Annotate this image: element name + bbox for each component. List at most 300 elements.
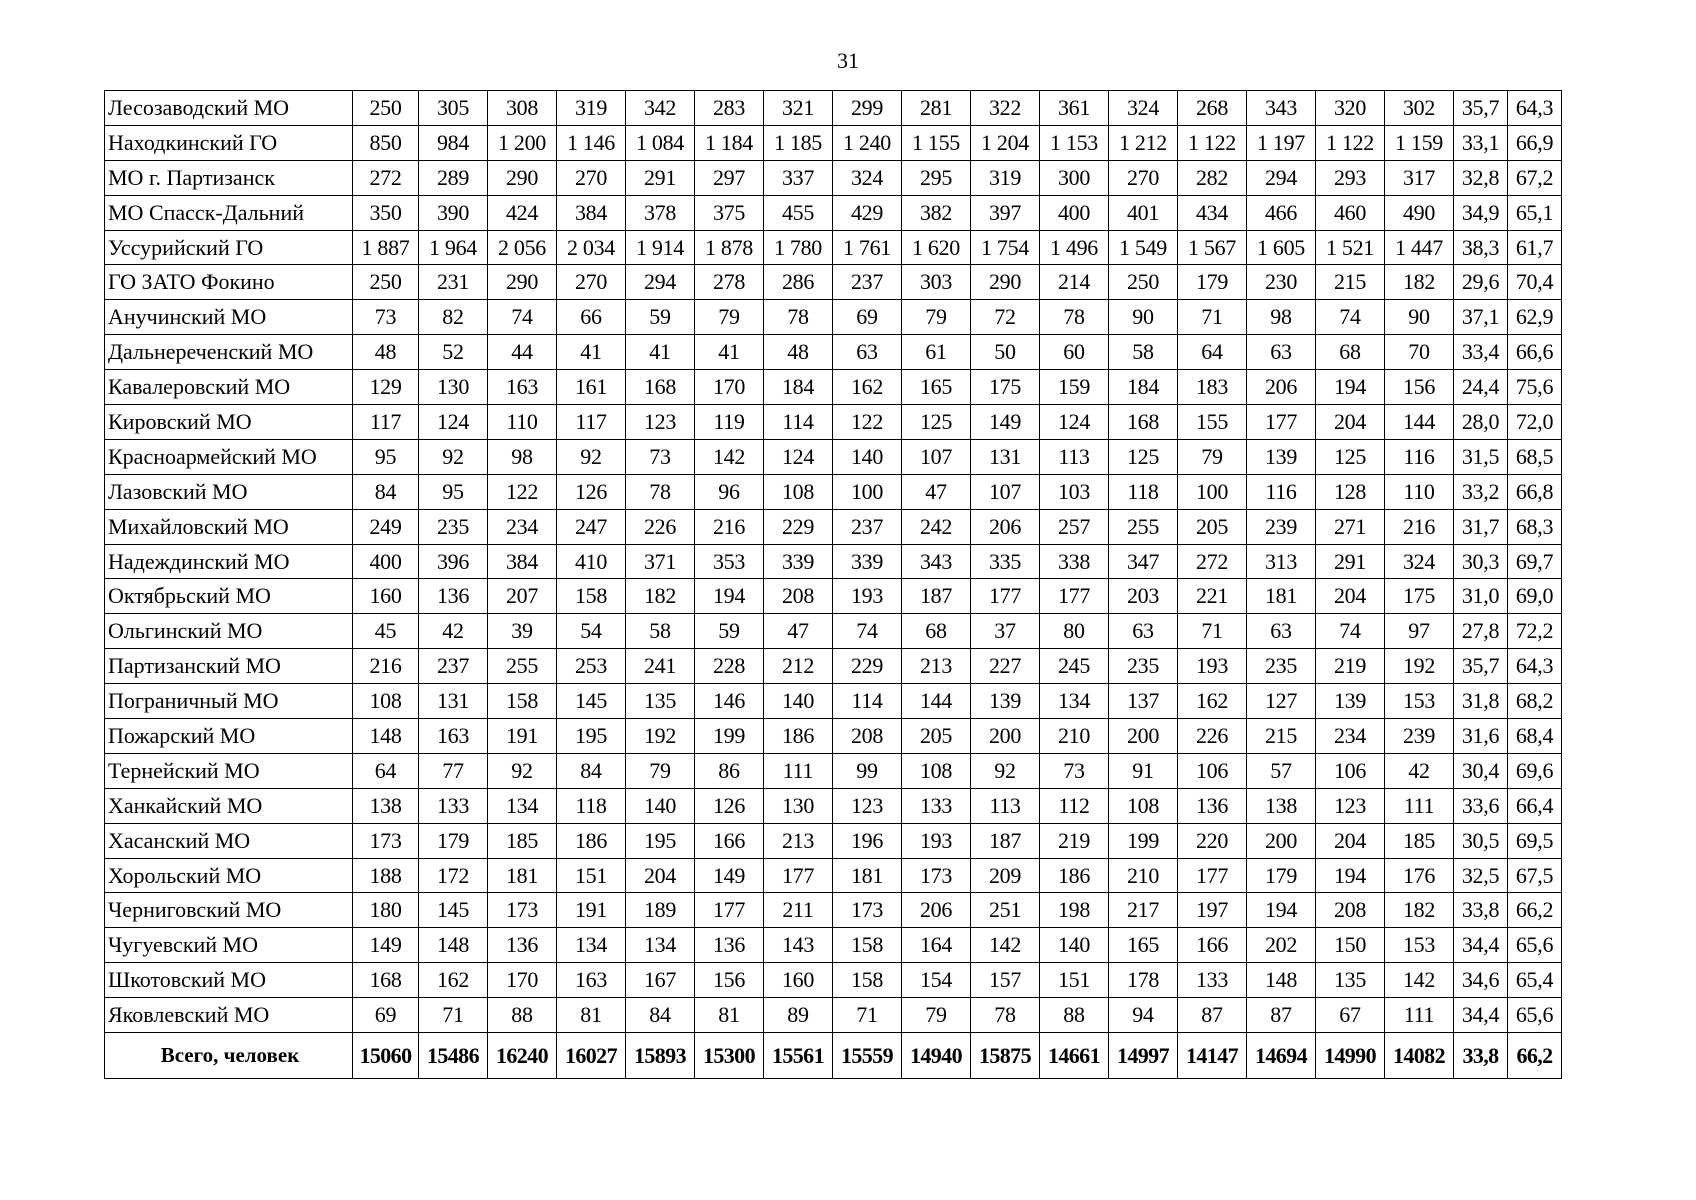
table-cell: 37,1 <box>1454 300 1508 335</box>
table-cell: 175 <box>1385 579 1454 614</box>
municipality-name: Красноармейский МО <box>105 439 353 474</box>
table-cell: 34,6 <box>1454 963 1508 998</box>
table-cell: 92 <box>971 753 1040 788</box>
table-cell: 33,8 <box>1454 1033 1508 1079</box>
table-cell: 106 <box>1178 753 1247 788</box>
table-row <box>105 125 1562 160</box>
table-cell: 44 <box>488 335 557 370</box>
table-cell: 216 <box>353 649 419 684</box>
table-row <box>105 335 1562 370</box>
table-cell: 82 <box>419 300 488 335</box>
table-cell: 176 <box>1385 858 1454 893</box>
table-cell: 134 <box>488 788 557 823</box>
table-cell: 179 <box>1247 858 1316 893</box>
table-cell: 67,2 <box>1508 160 1562 195</box>
table-cell: 54 <box>557 614 626 649</box>
statistics-table <box>104 90 1562 1079</box>
municipality-name: Кавалеровский МО <box>105 370 353 405</box>
municipality-name: Пограничный МО <box>105 684 353 719</box>
table-cell: 187 <box>971 823 1040 858</box>
table-cell: 151 <box>1040 963 1109 998</box>
table-cell: 384 <box>488 544 557 579</box>
table-cell: 139 <box>971 684 1040 719</box>
table-cell: 69,5 <box>1508 823 1562 858</box>
table-cell: 65,6 <box>1508 928 1562 963</box>
table-cell: 215 <box>1316 265 1385 300</box>
table-cell: 29,6 <box>1454 265 1508 300</box>
table-cell: 158 <box>557 579 626 614</box>
table-cell: 160 <box>353 579 419 614</box>
table-cell: 48 <box>353 335 419 370</box>
table-cell: 294 <box>626 265 695 300</box>
table-cell: 195 <box>557 719 626 754</box>
table-cell: 237 <box>833 509 902 544</box>
table-cell: 119 <box>695 405 764 440</box>
table-cell: 15486 <box>419 1033 488 1079</box>
table-cell: 149 <box>695 858 764 893</box>
table-cell: 2 056 <box>488 230 557 265</box>
table-cell: 149 <box>353 928 419 963</box>
table-cell: 242 <box>902 509 971 544</box>
municipality-name: Кировский МО <box>105 405 353 440</box>
table-cell: 182 <box>1385 893 1454 928</box>
table-cell: 235 <box>419 509 488 544</box>
table-cell: 153 <box>1385 684 1454 719</box>
table-cell: 160 <box>764 963 833 998</box>
table-cell: 193 <box>1178 649 1247 684</box>
total-row <box>105 1033 1562 1079</box>
table-cell: 87 <box>1247 998 1316 1033</box>
table-cell: 60 <box>1040 335 1109 370</box>
table-cell: 69 <box>833 300 902 335</box>
table-cell: 70 <box>1385 335 1454 370</box>
table-cell: 165 <box>1109 928 1178 963</box>
table-cell: 166 <box>1178 928 1247 963</box>
table-cell: 81 <box>695 998 764 1033</box>
table-cell: 79 <box>626 753 695 788</box>
table-cell: 175 <box>971 370 1040 405</box>
table-cell: 79 <box>902 300 971 335</box>
table-cell: 122 <box>833 405 902 440</box>
table-cell: 63 <box>1109 614 1178 649</box>
table-cell: 170 <box>695 370 764 405</box>
table-cell: 200 <box>1247 823 1316 858</box>
table-cell: 30,3 <box>1454 544 1508 579</box>
table-cell: 14990 <box>1316 1033 1385 1079</box>
table-cell: 94 <box>1109 998 1178 1033</box>
table-cell: 69 <box>353 998 419 1033</box>
table-cell: 191 <box>488 719 557 754</box>
table-cell: 1 184 <box>695 125 764 160</box>
table-cell: 142 <box>695 439 764 474</box>
table-cell: 57 <box>1247 753 1316 788</box>
table-cell: 130 <box>419 370 488 405</box>
table-cell: 35,7 <box>1454 91 1508 126</box>
table-row <box>105 265 1562 300</box>
table-cell: 361 <box>1040 91 1109 126</box>
table-cell: 337 <box>764 160 833 195</box>
table-cell: 142 <box>971 928 1040 963</box>
table-cell: 15559 <box>833 1033 902 1079</box>
table-cell: 343 <box>1247 91 1316 126</box>
table-row <box>105 893 1562 928</box>
table-cell: 181 <box>833 858 902 893</box>
table-cell: 186 <box>764 719 833 754</box>
table-cell: 136 <box>419 579 488 614</box>
table-cell: 14997 <box>1109 1033 1178 1079</box>
table-cell: 268 <box>1178 91 1247 126</box>
table-cell: 295 <box>902 160 971 195</box>
table-cell: 186 <box>557 823 626 858</box>
municipality-name: Уссурийский ГО <box>105 230 353 265</box>
table-cell: 203 <box>1109 579 1178 614</box>
table-cell: 69,7 <box>1508 544 1562 579</box>
table-cell: 1 122 <box>1178 125 1247 160</box>
table-cell: 31,0 <box>1454 579 1508 614</box>
table-cell: 140 <box>764 684 833 719</box>
table-cell: 291 <box>626 160 695 195</box>
table-cell: 317 <box>1385 160 1454 195</box>
table-cell: 212 <box>764 649 833 684</box>
table-cell: 128 <box>1316 474 1385 509</box>
table-cell: 226 <box>626 509 695 544</box>
table-cell: 207 <box>488 579 557 614</box>
table-cell: 1 197 <box>1247 125 1316 160</box>
table-cell: 140 <box>1040 928 1109 963</box>
table-cell: 193 <box>833 579 902 614</box>
table-cell: 400 <box>1040 195 1109 230</box>
table-body <box>105 91 1562 1079</box>
page-number: 31 <box>837 48 859 73</box>
table-cell: 1 887 <box>353 230 419 265</box>
table-cell: 118 <box>1109 474 1178 509</box>
table-cell: 86 <box>695 753 764 788</box>
table-cell: 27,8 <box>1454 614 1508 649</box>
table-row <box>105 405 1562 440</box>
table-cell: 177 <box>971 579 1040 614</box>
municipality-name: ГО ЗАТО Фокино <box>105 265 353 300</box>
table-cell: 117 <box>557 405 626 440</box>
table-cell: 1 212 <box>1109 125 1178 160</box>
table-cell: 63 <box>1247 614 1316 649</box>
table-cell: 143 <box>764 928 833 963</box>
table-cell: 204 <box>1316 579 1385 614</box>
table-cell: 34,4 <box>1454 998 1508 1033</box>
table-cell: 154 <box>902 963 971 998</box>
table-cell: 148 <box>1247 963 1316 998</box>
table-cell: 78 <box>1040 300 1109 335</box>
table-cell: 1 605 <box>1247 230 1316 265</box>
table-cell: 335 <box>971 544 1040 579</box>
table-cell: 324 <box>1385 544 1454 579</box>
municipality-name: МО г. Партизанск <box>105 160 353 195</box>
table-cell: 167 <box>626 963 695 998</box>
municipality-name: Черниговский МО <box>105 893 353 928</box>
table-cell: 241 <box>626 649 695 684</box>
table-cell: 67,5 <box>1508 858 1562 893</box>
table-cell: 92 <box>419 439 488 474</box>
table-cell: 107 <box>971 474 1040 509</box>
table-cell: 30,4 <box>1454 753 1508 788</box>
table-cell: 64,3 <box>1508 91 1562 126</box>
table-cell: 1 146 <box>557 125 626 160</box>
table-cell: 193 <box>902 823 971 858</box>
table-row <box>105 858 1562 893</box>
table-cell: 2 034 <box>557 230 626 265</box>
table-cell: 126 <box>557 474 626 509</box>
table-cell: 313 <box>1247 544 1316 579</box>
table-cell: 210 <box>1109 858 1178 893</box>
table-row <box>105 998 1562 1033</box>
table-cell: 163 <box>419 719 488 754</box>
table-cell: 227 <box>971 649 1040 684</box>
table-cell: 319 <box>557 91 626 126</box>
table-cell: 272 <box>353 160 419 195</box>
table-cell: 47 <box>902 474 971 509</box>
table-cell: 99 <box>833 753 902 788</box>
table-cell: 122 <box>488 474 557 509</box>
table-cell: 213 <box>764 823 833 858</box>
table-cell: 278 <box>695 265 764 300</box>
table-cell: 1 780 <box>764 230 833 265</box>
table-cell: 84 <box>353 474 419 509</box>
table-cell: 144 <box>902 684 971 719</box>
table-cell: 71 <box>1178 614 1247 649</box>
table-cell: 72,0 <box>1508 405 1562 440</box>
table-cell: 68 <box>1316 335 1385 370</box>
table-cell: 181 <box>1247 579 1316 614</box>
table-cell: 68,4 <box>1508 719 1562 754</box>
table-cell: 199 <box>1109 823 1178 858</box>
table-cell: 33,1 <box>1454 125 1508 160</box>
table-cell: 63 <box>833 335 902 370</box>
table-cell: 194 <box>1316 370 1385 405</box>
table-cell: 173 <box>353 823 419 858</box>
table-cell: 41 <box>695 335 764 370</box>
table-cell: 235 <box>1247 649 1316 684</box>
table-cell: 100 <box>833 474 902 509</box>
table-cell: 226 <box>1178 719 1247 754</box>
table-cell: 1 620 <box>902 230 971 265</box>
table-cell: 253 <box>557 649 626 684</box>
table-cell: 62,9 <box>1508 300 1562 335</box>
table-cell: 397 <box>971 195 1040 230</box>
table-cell: 71 <box>1178 300 1247 335</box>
table-cell: 350 <box>353 195 419 230</box>
table-cell: 68,3 <box>1508 509 1562 544</box>
table-row <box>105 91 1562 126</box>
table-cell: 79 <box>902 998 971 1033</box>
table-cell: 111 <box>764 753 833 788</box>
table-cell: 188 <box>353 858 419 893</box>
table-cell: 239 <box>1385 719 1454 754</box>
table-row <box>105 195 1562 230</box>
table-cell: 173 <box>833 893 902 928</box>
table-cell: 208 <box>764 579 833 614</box>
table-cell: 206 <box>1247 370 1316 405</box>
table-cell: 170 <box>488 963 557 998</box>
table-cell: 283 <box>695 91 764 126</box>
table-cell: 192 <box>626 719 695 754</box>
table-cell: 197 <box>1178 893 1247 928</box>
table-cell: 158 <box>488 684 557 719</box>
table-cell: 98 <box>1247 300 1316 335</box>
table-cell: 66,6 <box>1508 335 1562 370</box>
table-cell: 65,6 <box>1508 998 1562 1033</box>
table-cell: 163 <box>488 370 557 405</box>
table-cell: 34,9 <box>1454 195 1508 230</box>
table-cell: 410 <box>557 544 626 579</box>
table-cell: 1 200 <box>488 125 557 160</box>
table-cell: 97 <box>1385 614 1454 649</box>
table-cell: 96 <box>695 474 764 509</box>
municipality-name: Хорольский МО <box>105 858 353 893</box>
table-cell: 144 <box>1385 405 1454 440</box>
table-cell: 84 <box>557 753 626 788</box>
table-cell: 185 <box>1385 823 1454 858</box>
municipality-name: Лазовский МО <box>105 474 353 509</box>
table-cell: 69,6 <box>1508 753 1562 788</box>
table-cell: 124 <box>1040 405 1109 440</box>
table-cell: 164 <box>902 928 971 963</box>
table-cell: 182 <box>1385 265 1454 300</box>
table-cell: 133 <box>1178 963 1247 998</box>
table-cell: 984 <box>419 125 488 160</box>
table-cell: 142 <box>1385 963 1454 998</box>
table-cell: 235 <box>1109 649 1178 684</box>
table-cell: 162 <box>833 370 902 405</box>
municipality-name: Ольгинский МО <box>105 614 353 649</box>
table-cell: 138 <box>1247 788 1316 823</box>
table-cell: 185 <box>488 823 557 858</box>
table-cell: 401 <box>1109 195 1178 230</box>
table-cell: 107 <box>902 439 971 474</box>
table-cell: 239 <box>1247 509 1316 544</box>
table-cell: 113 <box>1040 439 1109 474</box>
table-cell: 59 <box>626 300 695 335</box>
table-cell: 204 <box>626 858 695 893</box>
table-cell: 208 <box>833 719 902 754</box>
table-cell: 194 <box>695 579 764 614</box>
table-cell: 396 <box>419 544 488 579</box>
table-cell: 71 <box>419 998 488 1033</box>
table-cell: 31,5 <box>1454 439 1508 474</box>
table-cell: 281 <box>902 91 971 126</box>
table-cell: 58 <box>1109 335 1178 370</box>
table-cell: 125 <box>902 405 971 440</box>
table-cell: 112 <box>1040 788 1109 823</box>
table-cell: 270 <box>557 160 626 195</box>
table-row <box>105 474 1562 509</box>
table-cell: 194 <box>1247 893 1316 928</box>
table-cell: 24,4 <box>1454 370 1508 405</box>
municipality-name: МО Спасск-Дальний <box>105 195 353 230</box>
table-cell: 177 <box>1040 579 1109 614</box>
table-cell: 133 <box>419 788 488 823</box>
table-cell: 148 <box>419 928 488 963</box>
municipality-name: Чугуевский МО <box>105 928 353 963</box>
table-cell: 92 <box>557 439 626 474</box>
table-cell: 159 <box>1040 370 1109 405</box>
table-cell: 378 <box>626 195 695 230</box>
table-cell: 61 <box>902 335 971 370</box>
table-cell: 138 <box>353 788 419 823</box>
table-cell: 221 <box>1178 579 1247 614</box>
table-cell: 455 <box>764 195 833 230</box>
table-cell: 14661 <box>1040 1033 1109 1079</box>
table-cell: 1 761 <box>833 230 902 265</box>
table-cell: 342 <box>626 91 695 126</box>
table-cell: 136 <box>488 928 557 963</box>
table-cell: 72 <box>971 300 1040 335</box>
table-cell: 290 <box>488 160 557 195</box>
municipality-name: Ханкайский МО <box>105 788 353 823</box>
table-cell: 161 <box>557 370 626 405</box>
table-cell: 163 <box>557 963 626 998</box>
total-label: Всего, человек <box>105 1033 353 1079</box>
table-cell: 68,2 <box>1508 684 1562 719</box>
table-cell: 131 <box>971 439 1040 474</box>
table-row <box>105 928 1562 963</box>
table-row <box>105 753 1562 788</box>
table-cell: 149 <box>971 405 1040 440</box>
table-cell: 213 <box>902 649 971 684</box>
table-cell: 157 <box>971 963 1040 998</box>
table-cell: 64,3 <box>1508 649 1562 684</box>
table-cell: 290 <box>488 265 557 300</box>
municipality-name: Яковлевский МО <box>105 998 353 1033</box>
table-cell: 168 <box>626 370 695 405</box>
table-cell: 78 <box>626 474 695 509</box>
table-cell: 41 <box>626 335 695 370</box>
table-cell: 168 <box>1109 405 1178 440</box>
table-cell: 271 <box>1316 509 1385 544</box>
table-cell: 179 <box>419 823 488 858</box>
table-cell: 200 <box>1109 719 1178 754</box>
table-cell: 375 <box>695 195 764 230</box>
table-cell: 195 <box>626 823 695 858</box>
table-cell: 183 <box>1178 370 1247 405</box>
table-cell: 155 <box>1178 405 1247 440</box>
table-cell: 237 <box>419 649 488 684</box>
table-cell: 65,4 <box>1508 963 1562 998</box>
table-cell: 50 <box>971 335 1040 370</box>
table-cell: 184 <box>764 370 833 405</box>
municipality-name: Лесозаводский МО <box>105 91 353 126</box>
table-cell: 257 <box>1040 509 1109 544</box>
table-cell: 210 <box>1040 719 1109 754</box>
table-cell: 34,4 <box>1454 928 1508 963</box>
table-cell: 32,8 <box>1454 160 1508 195</box>
table-cell: 250 <box>353 265 419 300</box>
table-cell: 231 <box>419 265 488 300</box>
table-cell: 208 <box>1316 893 1385 928</box>
table-cell: 384 <box>557 195 626 230</box>
table-cell: 234 <box>488 509 557 544</box>
table-cell: 137 <box>1109 684 1178 719</box>
table-cell: 177 <box>695 893 764 928</box>
table-cell: 77 <box>419 753 488 788</box>
table-cell: 124 <box>764 439 833 474</box>
table-cell: 194 <box>1316 858 1385 893</box>
table-cell: 294 <box>1247 160 1316 195</box>
table-cell: 192 <box>1385 649 1454 684</box>
table-cell: 343 <box>902 544 971 579</box>
table-cell: 33,4 <box>1454 335 1508 370</box>
table-cell: 110 <box>488 405 557 440</box>
table-cell: 66,2 <box>1508 893 1562 928</box>
table-cell: 229 <box>764 509 833 544</box>
